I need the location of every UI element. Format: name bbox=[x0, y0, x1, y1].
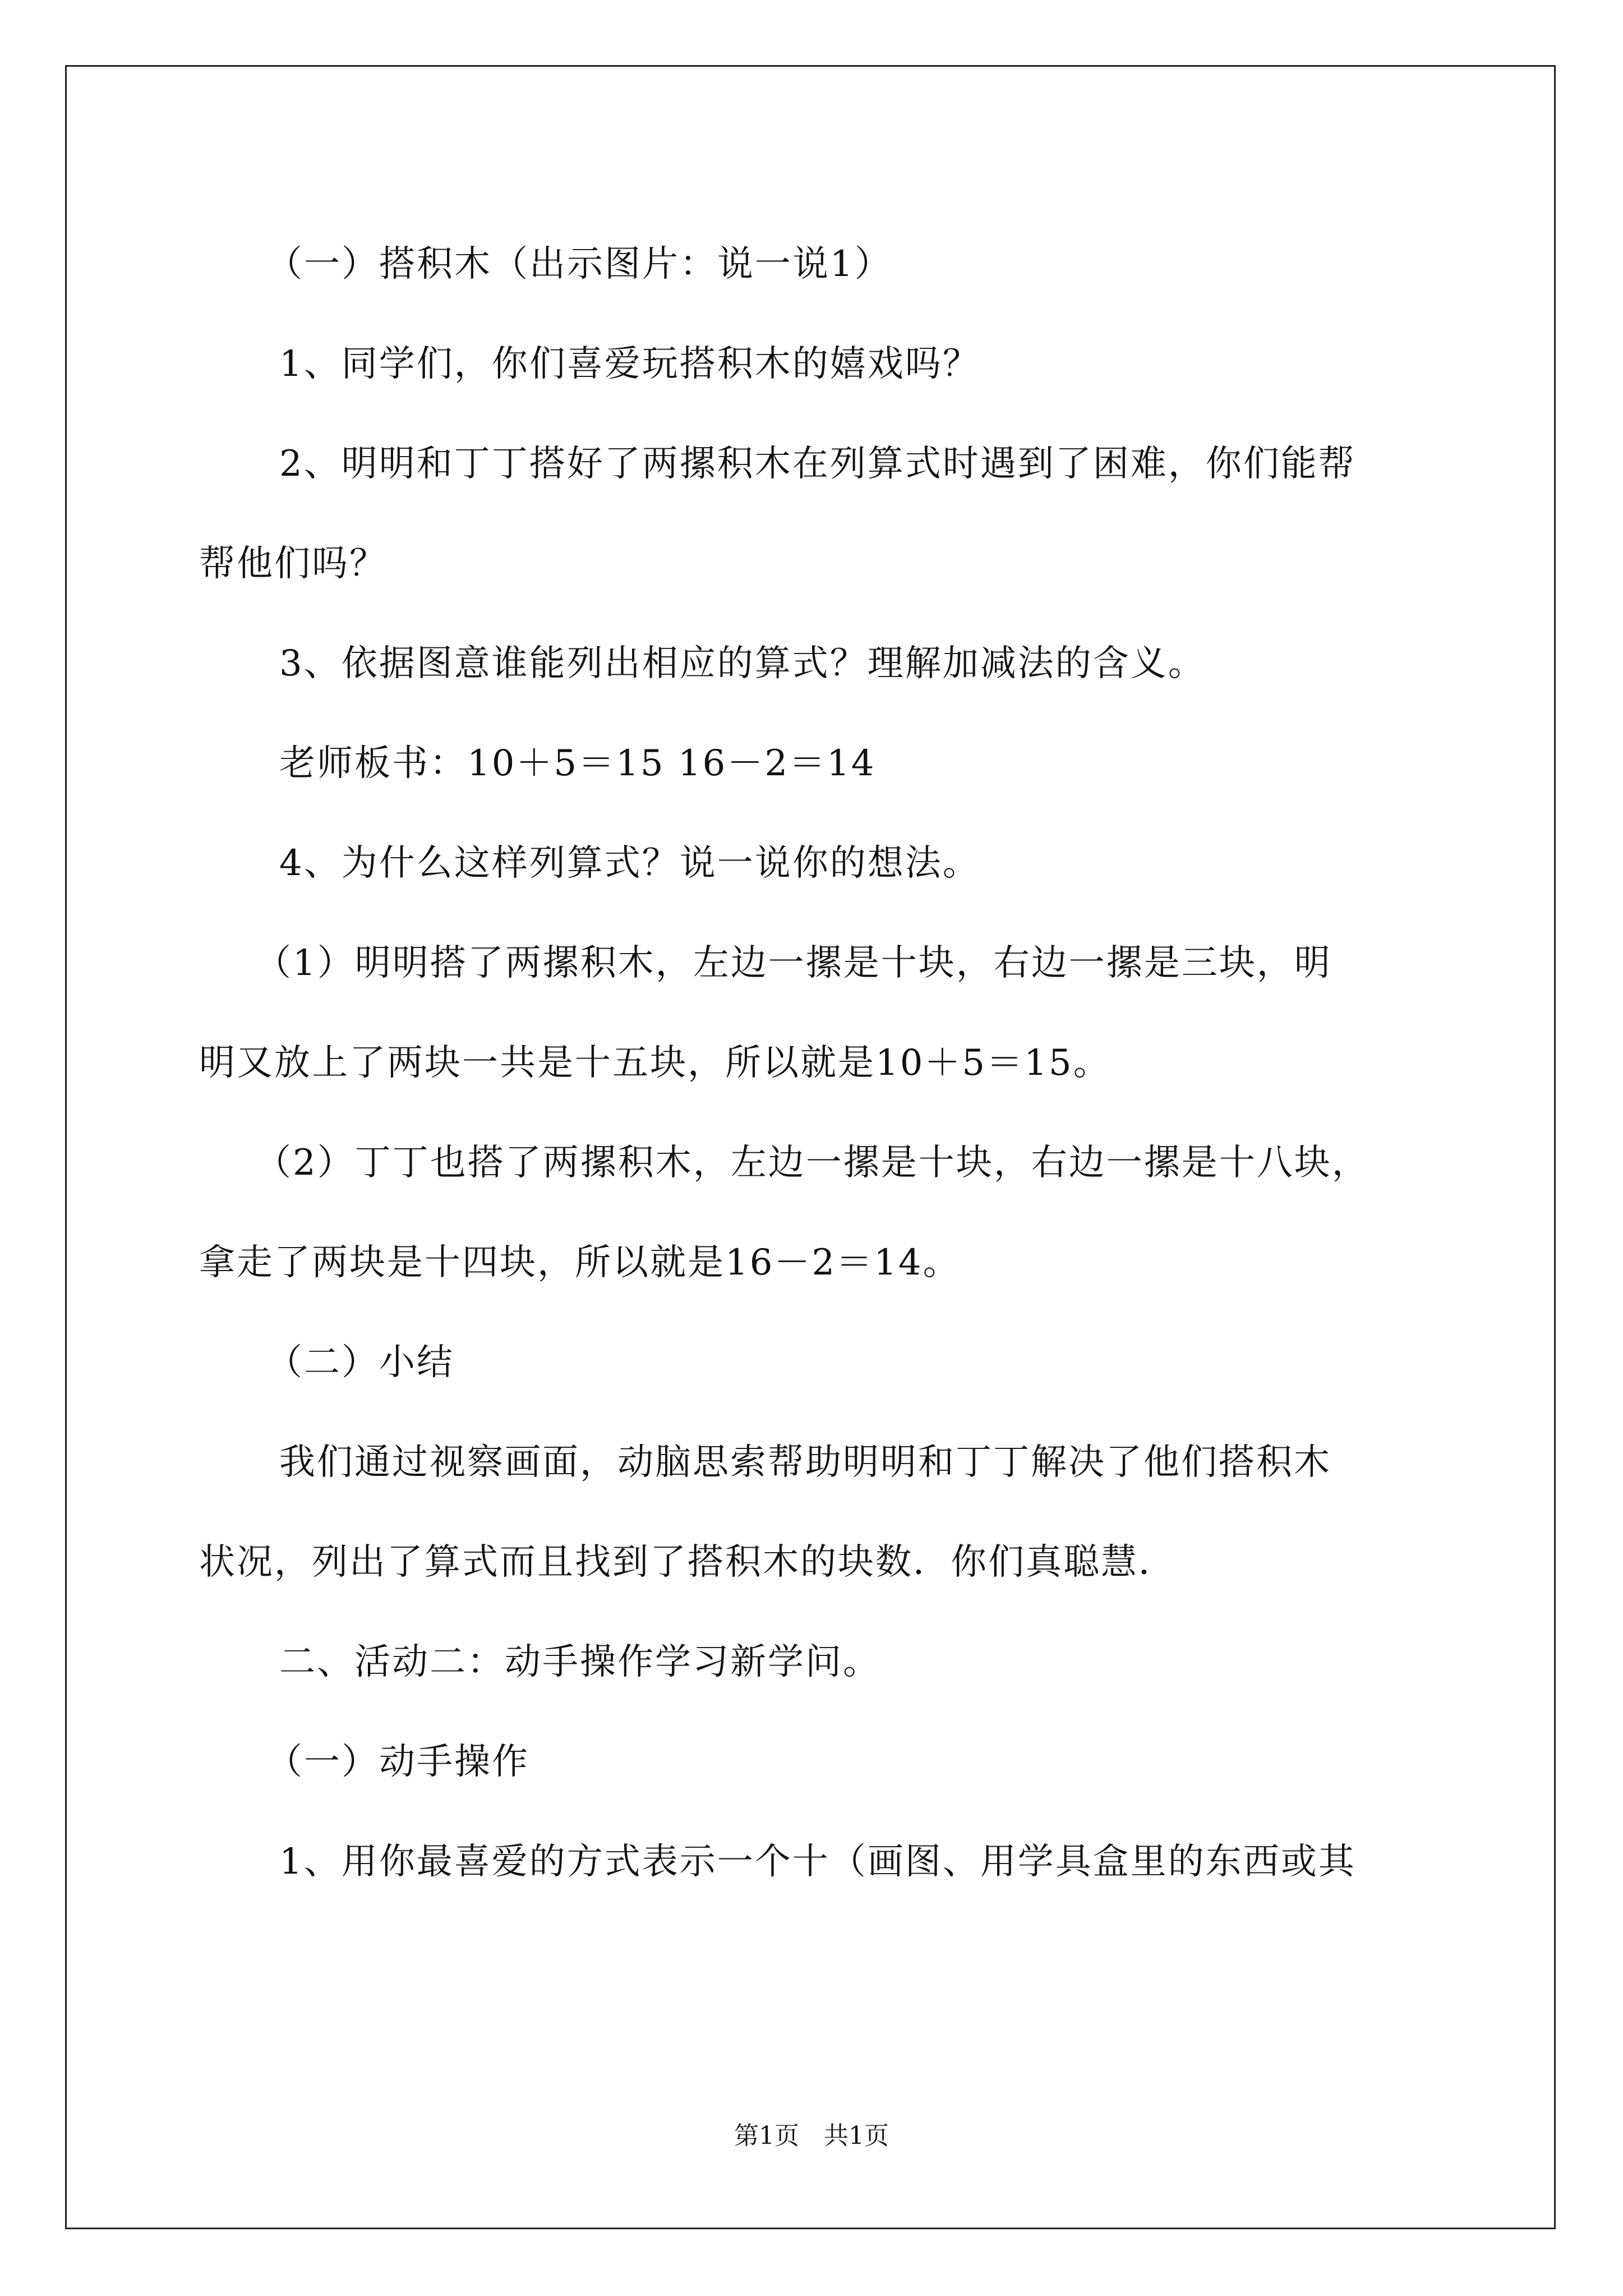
paragraph-item-1: 1、同学们，你们喜爱玩搭积木的嬉戏吗？ bbox=[279, 343, 980, 385]
section-heading-activity-two: 二、活动二：动手操作学习新学问。 bbox=[279, 1641, 880, 1683]
paragraph-item-3: 3、依据图意谁能列出相应的算式？理解加减法的含义。 bbox=[279, 643, 1206, 684]
paragraph-item-4: 4、为什么这样列算式？说一说你的想法。 bbox=[279, 843, 980, 884]
paragraph-summary: 我们通过视察画面，动脑思索帮助明明和丁丁解决了他们搭积木 bbox=[279, 1442, 1331, 1483]
paragraph-subitem-1: （1）明明搭了两摞积木，左边一摞是十块，右边一摞是三块，明 bbox=[255, 942, 1332, 984]
document-body bbox=[199, 214, 1433, 1912]
page-footer: 第1页 共1页 bbox=[734, 2122, 889, 2150]
paragraph-board-notes: 老师板书：10＋5＝15 16－2＝14 bbox=[279, 743, 876, 784]
paragraph-subitem-1-continued: 明又放上了两块一共是十五块，所以就是10＋5＝15。 bbox=[199, 1042, 1111, 1084]
paragraph-subitem-2: （2）丁丁也搭了两摞积木，左边一摞是十块，右边一摞是十八块， bbox=[255, 1142, 1370, 1184]
paragraph-subitem-2-continued: 拿走了两块是十四块，所以就是16－2＝14。 bbox=[199, 1242, 961, 1283]
paragraph-item-2: 2、明明和丁丁搭好了两摞积木在列算式时遇到了困难，你们能帮 bbox=[279, 443, 1356, 485]
paragraph-summary-continued: 状况，列出了算式而且找到了搭积木的块数．你们真聪慧． bbox=[199, 1542, 1176, 1583]
paragraph-item-2-continued: 帮他们吗？ bbox=[199, 543, 387, 585]
section-heading-hands-on: （一）动手操作 bbox=[266, 1741, 529, 1783]
paragraph-hands-on-item-1: 1、用你最喜爱的方式表示一个十（画图、用学具盒里的东西或其 bbox=[279, 1841, 1356, 1883]
section-heading-build-blocks: （一）搭积木（出示图片：说一说1） bbox=[266, 243, 892, 285]
section-heading-summary: （二）小结 bbox=[266, 1342, 454, 1383]
